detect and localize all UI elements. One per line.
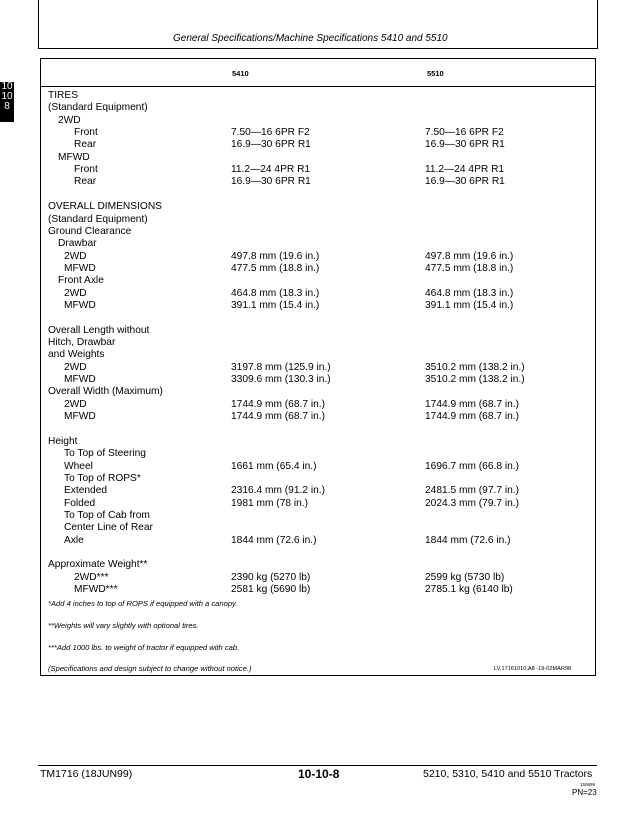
spec-value-5410: 2581 kg (5690 lb) (231, 584, 311, 595)
spec-row (0, 572, 638, 584)
spec-row (0, 349, 638, 361)
spec-value-5410: 1661 mm (65.4 in.) (231, 460, 317, 472)
spec-label: Ground Clearance (48, 225, 132, 237)
footer-manual-id: TM1716 (18JUN99) (40, 768, 133, 780)
spec-value-5510: 477.5 mm (18.8 in.) (425, 262, 514, 274)
spec-value-5510: 2599 kg (5730 lb) (425, 571, 505, 583)
spec-label: TIRES (48, 90, 79, 101)
spec-value-5410: 497.8 mm (19.6 in.) (231, 250, 320, 262)
spec-row (0, 139, 638, 151)
spec-label: MFWD (64, 262, 96, 274)
spec-value-5510: 2481.5 mm (97.7 in.) (425, 485, 519, 497)
spec-value-5410: 464.8 mm (18.3 in.) (231, 287, 320, 299)
spec-value-5410: 3197.8 mm (125.9 in.) (231, 361, 331, 373)
spec-label: (Standard Equipment) (48, 102, 148, 114)
spec-row (0, 164, 638, 176)
footnote-cab: ***Add 1000 lbs. to weight of tractor if equipped with cab. (48, 643, 240, 652)
section-tab-line: 10 (1, 81, 13, 92)
spec-value-5410: 16.9—30 6PR R1 (231, 139, 311, 151)
spec-row (0, 300, 638, 312)
spec-row (0, 386, 638, 398)
spec-label: 2WD*** (74, 571, 109, 583)
spec-label: Front (74, 127, 98, 139)
spec-row (0, 473, 638, 485)
footer-page-number: 10-10-8 (298, 767, 340, 781)
spec-value-5410: 1744.9 mm (68.7 in.) (231, 398, 325, 410)
spec-value-5510: 3510.2 mm (138.2 in.) (425, 374, 525, 386)
spec-value-5410: 2390 kg (5270 lb) (231, 571, 311, 583)
spec-row (0, 214, 638, 226)
footnote-weights: **Weights will vary slightly with optional tires. (48, 621, 199, 630)
spec-value-5410: 2316.4 mm (91.2 in.) (231, 485, 325, 497)
spec-row (0, 325, 638, 337)
spec-label: 2WD (64, 398, 87, 410)
spec-label: To Top of ROPS* (64, 472, 141, 484)
column-header-5410: 5410 (232, 69, 249, 78)
column-header-rule (40, 86, 596, 87)
spec-value-5410: 16.9—30 6PR R1 (231, 176, 311, 188)
spec-row (0, 115, 638, 127)
spec-row (0, 584, 638, 596)
spec-row (0, 423, 638, 435)
spec-row (0, 510, 638, 522)
spec-value-5510: 1744.9 mm (68.7 in.) (425, 398, 519, 410)
spec-label: and Weights (48, 349, 105, 361)
spec-value-5410: 1744.9 mm (68.7 in.) (231, 411, 325, 423)
spec-label: (Standard Equipment) (48, 213, 148, 225)
spec-label: Axle (64, 534, 84, 546)
spec-row (0, 275, 638, 287)
spec-row (0, 102, 638, 114)
spec-row (0, 312, 638, 324)
spec-value-5510: 2785.1 kg (6140 lb) (425, 584, 513, 595)
spec-row (0, 448, 638, 460)
spec-label: Front Axle (58, 275, 104, 287)
section-tab-line: 10 (1, 91, 13, 102)
spec-label: 2WD (64, 361, 87, 373)
spec-label: Wheel (64, 460, 93, 472)
spec-label: Rear (74, 139, 97, 151)
spec-row (0, 411, 638, 423)
spec-label: Drawbar (58, 238, 97, 250)
spec-value-5410: 3309.6 mm (130.3 in.) (231, 374, 331, 386)
page-header-title: General Specifications/Machine Specifications 5410 and 5510 (173, 33, 448, 44)
spec-row (0, 189, 638, 201)
spec-label: MFWD (64, 374, 96, 386)
footer-rule (38, 765, 597, 766)
spec-row (0, 498, 638, 510)
spec-row (0, 201, 638, 213)
spec-value-5510: 391.1 mm (15.4 in.) (425, 299, 514, 311)
spec-label: To Top of Cab from (64, 509, 150, 521)
spec-row (0, 176, 638, 188)
spec-row (0, 127, 638, 139)
spec-row (0, 374, 638, 386)
spec-label: Rear (74, 176, 97, 188)
spec-row (0, 399, 638, 411)
right-margin-rule (597, 0, 598, 49)
spec-value-5510: 3510.2 mm (138.2 in.) (425, 361, 525, 373)
spec-label: MFWD (64, 411, 96, 423)
spec-value-5410: 1981 mm (78 in.) (231, 497, 309, 509)
spec-value-5410: 11.2—24 4PR R1 (231, 164, 311, 176)
left-margin-rule (38, 0, 39, 48)
spec-value-5510: 7.50—16 6PR F2 (425, 127, 504, 139)
spec-row (0, 485, 638, 497)
spec-value-5510: 16.9—30 6PR R1 (425, 139, 505, 151)
spec-value-5510: 464.8 mm (18.3 in.) (425, 287, 514, 299)
spec-row (0, 337, 638, 349)
spec-row (0, 238, 638, 250)
spec-label: Center Line of Rear (64, 522, 153, 534)
spec-label: 2WD (58, 114, 81, 126)
spec-row (0, 535, 638, 547)
spec-row (0, 547, 638, 559)
spec-label: Height (48, 435, 78, 447)
spec-value-5410: 7.50—16 6PR F2 (231, 127, 310, 139)
footer-pn: PN=23 (572, 788, 597, 797)
spec-label: 2WD (64, 250, 87, 262)
spec-row (0, 251, 638, 263)
spec-row (0, 461, 638, 473)
spec-label: MFWD*** (74, 584, 118, 595)
document-reference: LV,17161010,A8 -19-02MAR98 (494, 666, 572, 672)
spec-value-5510: 1844 mm (72.6 in.) (425, 534, 511, 546)
spec-label: Approximate Weight** (48, 559, 148, 571)
spec-label: Folded (64, 497, 96, 509)
spec-row (0, 362, 638, 374)
spec-value-5510: 16.9—30 6PR R1 (425, 176, 505, 188)
spec-label: Hitch, Drawbar (48, 337, 116, 348)
footnote-rops: *Add 4 inches to top of ROPS if equipped with a canopy. (48, 599, 238, 608)
spec-value-5510: 2024.3 mm (79.7 in.) (425, 497, 519, 509)
spec-row (0, 263, 638, 275)
footer-small-code: 150699 (580, 782, 596, 787)
spec-row (0, 436, 638, 448)
spec-label: MFWD (64, 299, 96, 311)
section-tab-line: 8 (4, 101, 10, 112)
spec-label: Extended (64, 485, 108, 497)
spec-row (0, 152, 638, 164)
spec-value-5410: 477.5 mm (18.8 in.) (231, 262, 320, 274)
spec-row (0, 559, 638, 571)
spec-value-5510: 1744.9 mm (68.7 in.) (425, 411, 519, 423)
spec-label: MFWD (58, 151, 90, 163)
spec-label: Front (74, 164, 98, 176)
spec-value-5510: 11.2—24 4PR R1 (425, 164, 505, 176)
footnote-disclaimer: (Specifications and design subject to change without notice.) (48, 664, 252, 673)
spec-label: Overall Width (Maximum) (48, 386, 163, 398)
spec-value-5510: 1696.7 mm (66.8 in.) (425, 460, 519, 472)
spec-row (0, 226, 638, 238)
spec-label: To Top of Steering (64, 448, 146, 460)
header-rule (38, 48, 597, 49)
column-header-5510: 5510 (427, 69, 444, 78)
spec-value-5410: 391.1 mm (15.4 in.) (231, 299, 320, 311)
spec-label: Overall Length without (48, 324, 150, 336)
spec-row (0, 288, 638, 300)
spec-label: OVERALL DIMENSIONS (48, 201, 162, 213)
spec-row (0, 90, 638, 102)
footer-models: 5210, 5310, 5410 and 5510 Tractors (423, 768, 593, 780)
spec-value-5510: 497.8 mm (19.6 in.) (425, 250, 514, 262)
spec-value-5410: 1844 mm (72.6 in.) (231, 534, 317, 546)
spec-row (0, 522, 638, 534)
spec-label: 2WD (64, 287, 87, 299)
